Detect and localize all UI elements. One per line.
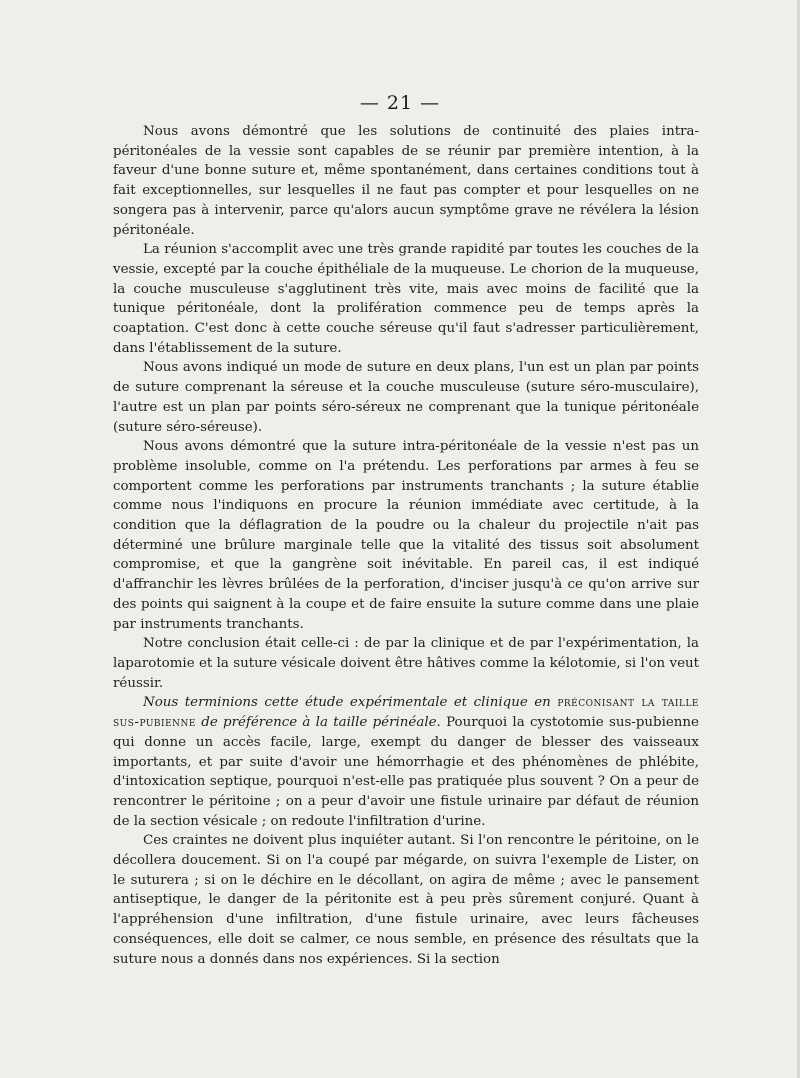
paragraph-5: Notre conclusion était celle-ci : de par la clinique et de par l'expérimentation, la laparotomie et la suture vésicale doivent être hâtives comme la kélotomie, si l'on veut réussir. (113, 636, 699, 691)
paragraph-4: Nous avons démontré que la suture intra-péritonéale de la vessie n'est pas un problème insoluble, comme on l'a prétendu. Les perforations par armes à feu se comportent comme les perforations par instruments tranchants ; la suture établie comme nous l'indiquons en procure la réunion immédiate avec certitude, à la condition que la déflagration de la poudre ou la chaleur du projectile n'ait pas déterminé une brûlure marginale telle que la vitalité des tissus soit absolument compromise, et que la gangrène soit inévitable. En pareil cas, il est indiqué d'affranchir les lèvres brûlées de la perforation, d'inciser jusqu'à ce qu'on arrive sur des points qui saignent à la coupe et de faire ensuite la suture comme dans une plaie par instruments tranchants. (113, 439, 699, 632)
paragraph-3: Nous avons indiqué un mode de suture en deux plans, l'un est un plan par points de suture comprenant la séreuse et la couche musculeuse (suture séro-musculaire), l'autre est un plan par points séro-séreux ne comprenant que la tunique péritonéale (suture séro-séreuse). (113, 360, 699, 435)
paragraph-1: Nous avons démontré que les solutions de continuité des plaies intra-péritonéales de la vessie sont capables de se réunir par première intention, à la faveur d'une bonne suture et, même spontanément, dans certaines conditions tout à fait exceptionnelles, sur lesquelles il ne faut pas compter et pour lesquelles on ne songera pas à intervenir, parce qu'alors aucun symptôme grave ne révélera la lésion péritonéale. (113, 124, 699, 238)
page-number: — 21 — (359, 92, 441, 114)
paragraph-2: La réunion s'accomplit avec une très grande rapidité par toutes les couches de la vessie, excepté par la couche épithéliale de la muqueuse. Le chorion de la muqueuse, la couche musculeuse s'agglutinent très vite, mais avec moins de facilité que la tunique péritonéale, dont la prolifération commence peu de temps après la coaptation. C'est donc à cette couche séreuse qu'il faut s'adresser particulièrement, dans l'établissement de la suture. (113, 242, 699, 356)
paragraph-6 (113, 693, 699, 831)
italic-phrase-1: Nous terminions cette étude expérimentale et clinique en (143, 695, 551, 711)
small-caps-phrase: préconisant la taille sus-pubienne (113, 695, 699, 731)
body-text (113, 122, 699, 969)
italic-phrase-2: de préférence à la taille périnéale. (201, 715, 441, 731)
paragraph-6-rest: Pourquoi la cystotomie sus-pubienne qui donne un accès facile, large, exempt du danger de blesser des vaisseaux importants, et par suite d'avoir une hémorrhagie et des phénomènes de phlébite, d'intoxication septique, pourquoi n'est-elle pas pratiquée plus souvent ? On a peur de rencontrer le péritoine ; on a peur d'avoir une fistule urinaire par défaut de réunion de la section vésicale ; on redoute l'infiltration d'urine. (113, 715, 699, 829)
paragraph-7: Ces craintes ne doivent plus inquiéter autant. Si l'on rencontre le péritoine, on le décollera doucement. Si on l'a coupé par mégarde, on suivra l'exemple de Lister, on le suturera ; si on le déchire en le décollant, on agira de même ; avec le pansement antiseptique, le danger de la péritonite est à peu près sûrement conjuré. Quant à l'appréhension d'une infiltration, d'une fistule urinaire, avec leurs fâcheuses conséquences, elle doit se calmer, ce nous semble, en présence des résultats que la suture nous a donnés dans nos expériences. Si la section (113, 833, 699, 967)
